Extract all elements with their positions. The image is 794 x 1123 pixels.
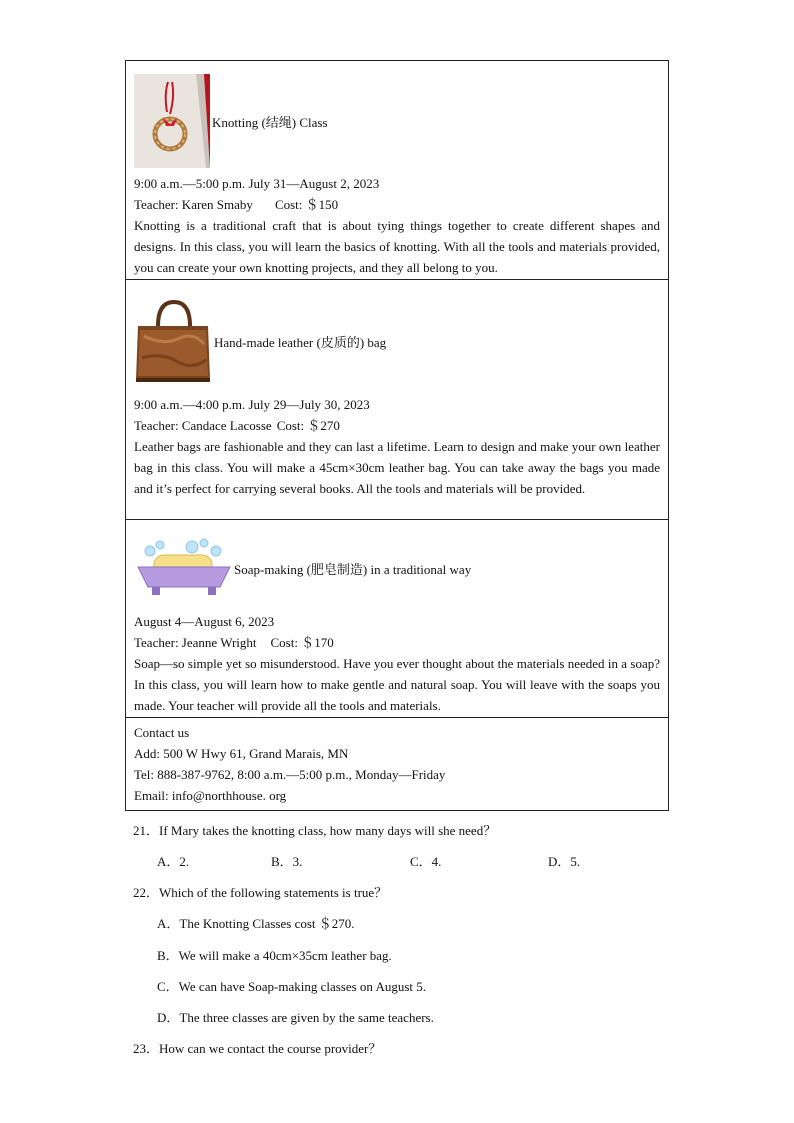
question-21-option-d: D．5.: [548, 854, 581, 869]
course-cost: Cost: ＄170: [270, 635, 334, 650]
course-description: Soap—so simple yet so misunderstood. Have you ever thought about the materials needed in a soap? In this class, you will learn how to make gentle and natural soap. You will leave with the soaps you made. Your teacher will provide all the tools and materials.: [134, 656, 660, 713]
course-teacher: Teacher: Jeanne Wright: [134, 635, 257, 650]
question-21: 21．If Mary takes the knotting class, how many days will she need？: [133, 823, 497, 838]
question-22-option-d: D．The three classes are given by the same teachers.: [157, 1010, 434, 1025]
course-cost: Cost: ＄270: [276, 418, 340, 433]
course-soap-making: [126, 520, 668, 718]
leather-bag-image: [134, 296, 212, 386]
contact-heading: Contact us: [134, 725, 190, 740]
question-22-option-a: A．The Knotting Classes cost ＄270.: [157, 916, 355, 931]
question-23: 23．How can we contact the course provider？: [133, 1041, 382, 1056]
course-table: [125, 60, 669, 811]
question-21-option-a: A．2.: [157, 854, 190, 869]
contact-section: [126, 718, 668, 810]
course-teacher-cost: [134, 194, 660, 215]
question-22-option-b: B．We will make a 40cm×35cm leather bag.: [157, 948, 392, 963]
course-description: Knotting is a traditional craft that is about tying things together to create different shapes and designs. In this class, you will learn the basics of knotting. With all the tools and materials provided, you can create your own knotting projects, and they all belong to you.: [134, 218, 660, 275]
course-knotting: [126, 61, 668, 280]
course-leather-bag: [126, 280, 668, 520]
course-teacher: Teacher: Candace Lacosse: [134, 418, 272, 433]
question-21-option-c: C．4.: [410, 854, 442, 869]
course-time: 9:00 a.m.—5:00 p.m. July 31—August 2, 2023: [134, 176, 380, 191]
question-22-option-c: C．We can have Soap-making classes on August 5.: [157, 979, 427, 994]
course-time: 9:00 a.m.—4:00 p.m. July 29—July 30, 2023: [134, 397, 370, 412]
contact-email: Email: info@northhouse. org: [134, 788, 287, 803]
contact-address: Add: 500 W Hwy 61, Grand Marais, MN: [134, 746, 349, 761]
course-teacher: Teacher: Karen Smaby: [134, 197, 253, 212]
course-description: Leather bags are fashionable and they can last a lifetime. Learn to design and make your own leather bag in this class. You will make a 45cm×30cm leather bag. You can take away the bags you made and it’s perfect for carrying several books. All the tools and materials will be provided.: [134, 439, 660, 496]
course-cost: Cost: ＄150: [274, 197, 339, 212]
contact-tel: Tel: 888-387-9762, 8:00 a.m.—5:00 p.m., Monday—Friday: [134, 767, 446, 782]
course-time: August 4—August 6, 2023: [134, 614, 275, 629]
question-22: 22．Which of the following statements is true？: [133, 885, 388, 900]
course-teacher-cost: [134, 632, 660, 653]
course-title: Knotting (结绳) Class: [212, 114, 328, 130]
question-21-option-b: B．3.: [271, 854, 303, 869]
course-teacher-cost: [134, 415, 660, 436]
course-title: Soap-making (肥皂制造) in a traditional way: [234, 562, 472, 577]
soap-dish-image: [134, 537, 234, 601]
course-title: Hand-made leather (皮质的) bag: [214, 334, 387, 350]
knot-wreath-image: [134, 74, 210, 168]
